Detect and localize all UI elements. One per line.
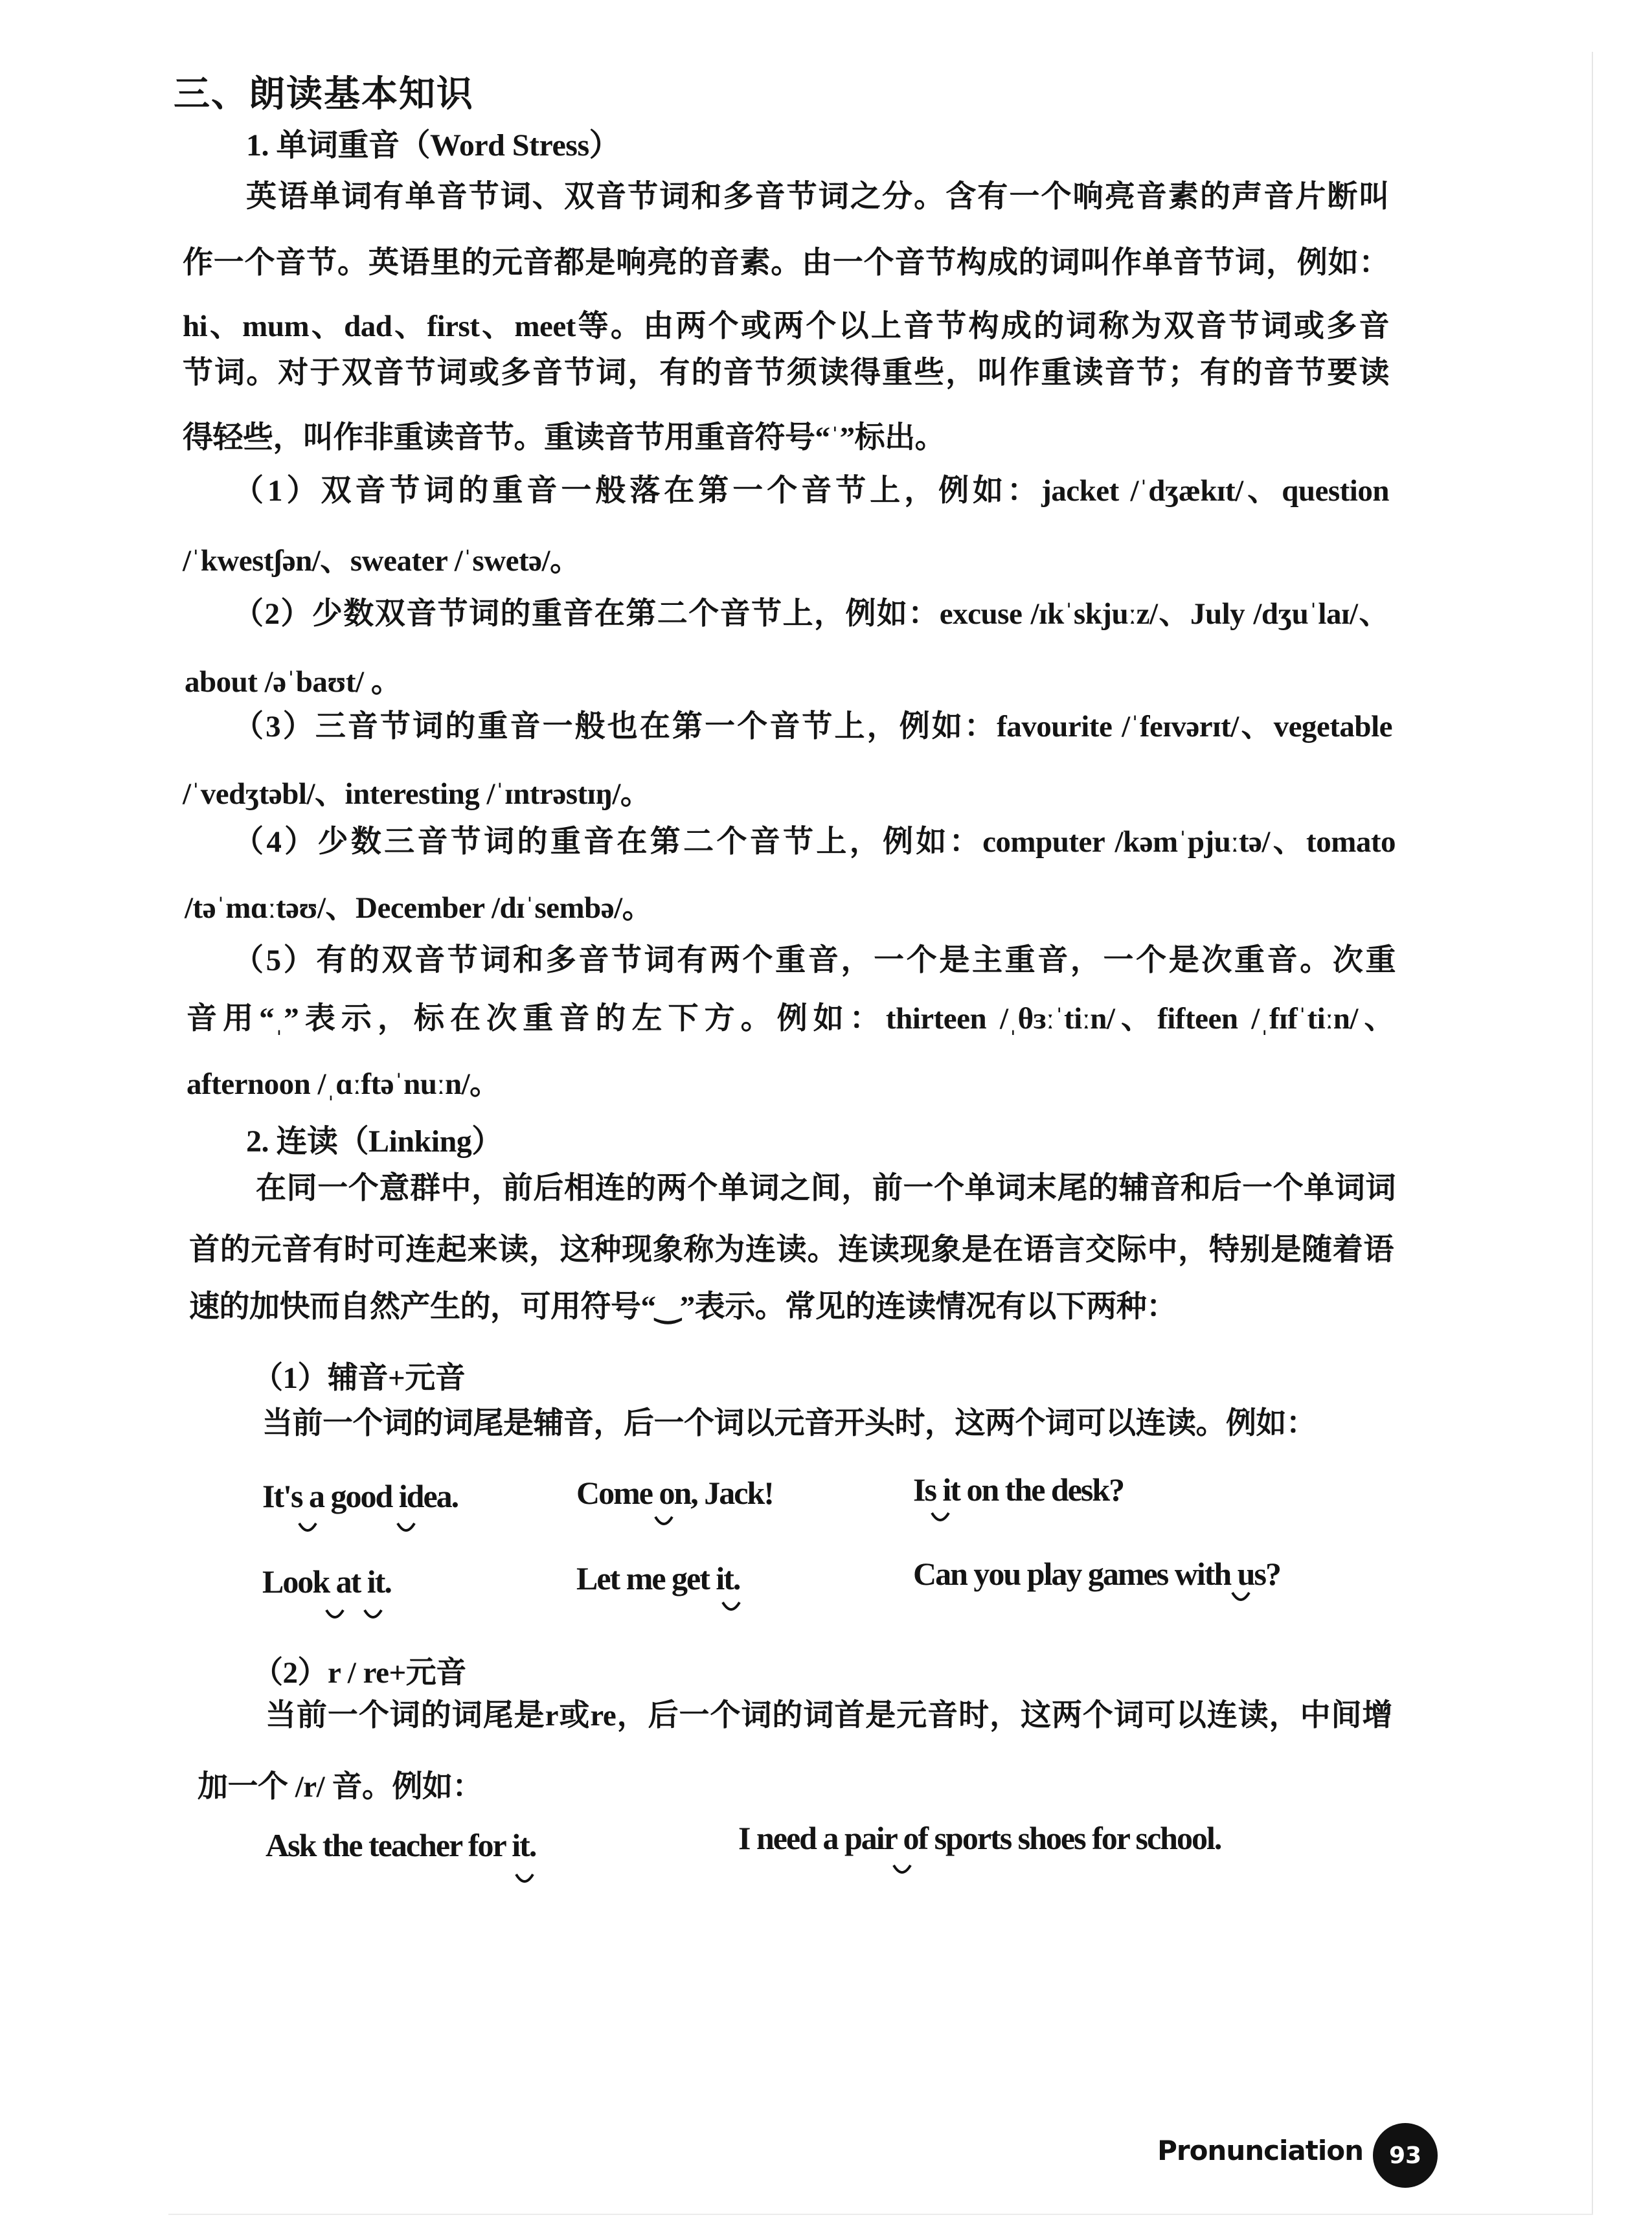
linking-mark-icon [929,1510,951,1525]
linking-mark-icon [297,1521,319,1535]
paragraph-line: 在同一个意群中，前后相连的两个单词之间，前一个单词末尾的辅音和后一个单词词 [256,1172,1396,1205]
rule-line: /ˈvedʒtəbl/、interesting /ˈɪntrəstɪŋ/。 [183,777,651,811]
subsection-heading-linking: 2. 连读（Linking） [246,1124,503,1159]
example-sentence: Come on, Jack! [576,1475,773,1511]
rule-line: （1）双音节词的重音一般落在第一个音节上，例如：jacket /ˈdʒækɪt/、question [233,474,1389,508]
paragraph-line: 作一个音节。英语里的元音都是响亮的音素。由一个音节构成的词叫作单音节词，例如： [183,246,1389,280]
linking-mark-icon [324,1607,346,1622]
case-heading: （1）辅音+元音 [253,1361,466,1395]
paragraph-line: 英语单词有单音节词、双音节词和多音节词之分。含有一个响亮音素的声音片断叫 [246,180,1389,214]
rule-line: about /əˈbaʊt/ 。 [185,665,402,699]
linking-mark-icon [395,1521,417,1535]
linking-mark-icon [720,1600,742,1614]
page-number-badge: 93 [1373,2123,1438,2188]
example-sentence: I need a pair of sports shoes for school. [738,1820,1221,1856]
example-sentence: It's a good idea. [262,1478,458,1514]
rule-line: （3）三音节词的重音一般也在第一个音节上，例如：favourite /ˈfeɪvərɪt/、vegetable [233,710,1392,744]
section-title: 三、朗读基本知识 [174,73,474,115]
paragraph-line: 首的元音有时可连起来读，这种现象称为连读。连读现象是在语言交际中，特别是随着语 [189,1233,1394,1267]
case-text: 当前一个词的词尾是r或re，后一个词的词首是元音时，这两个词可以连读，中间增 [266,1699,1392,1732]
scan-edge [1592,52,1593,2215]
linking-mark-icon [891,1863,913,1877]
rule-line: afternoon /ˌɑːftəˈnuːn/。 [187,1067,500,1101]
linking-mark-icon [514,1872,536,1886]
example-sentence: Is it on the desk? [913,1471,1124,1508]
rule-line: （5）有的双音节词和多音节词有两个重音，一个是主重音，一个是次重音。次重 [233,944,1396,977]
scan-edge [168,2214,1593,2215]
example-sentence: Ask the teacher for it. [266,1827,536,1863]
rule-line: （2）少数双音节词的重音在第二个音节上，例如：excuse /ɪkˈskjuːz/、July /dʒuˈlaɪ/、 [233,597,1389,631]
example-sentence: Can you play games with us? [913,1556,1280,1592]
rule-line: /ˈkwestʃən/、sweater /ˈswetə/。 [183,544,580,578]
footer-section-label: Pronunciation [1157,2135,1363,2166]
linking-mark-icon [1230,1590,1252,1604]
rule-line: 音用“ˌ”表示，标在次重音的左下方。例如：thirteen /ˌθɜːˈtiːn/、fifteen /ˌfɪfˈtiːn/、 [187,1002,1394,1036]
rule-line: /təˈmɑːtəʊ/、December /dɪˈsembə/。 [185,891,653,925]
example-sentence: Let me get it. [576,1560,740,1596]
example-sentence: Look at it. [262,1563,391,1600]
paragraph-line: 速的加快而自然产生的，可用符号“‿”表示。常见的连读情况有以下两种： [189,1290,1177,1324]
paragraph-line: hi、mum、dad、first、meet等。由两个或两个以上音节构成的词称为双音节词或多音 [183,310,1389,343]
paragraph-line: 节词。对于双音节词或多音节词，有的音节须读得重些，叫作重读音节；有的音节要读 [183,356,1389,390]
case-text: 加一个 /r/ 音。例如： [198,1770,482,1804]
subsection-heading-stress: 1. 单词重音（Word Stress） [246,128,620,163]
case-heading: （2）r / re+元音 [253,1656,466,1690]
linking-mark-icon [362,1607,384,1622]
rule-line: （4）少数三音节词的重音在第二个音节上，例如：computer /kəmˈpjuːtə/、tomato [233,825,1396,859]
linking-mark-icon [653,1514,675,1528]
case-text: 当前一个词的词尾是辅音，后一个词以元音开头时，这两个词可以连读。例如： [262,1407,1317,1440]
paragraph-line: 得轻些，叫作非重读音节。重读音节用重音符号“ˈ”标出。 [183,421,945,455]
